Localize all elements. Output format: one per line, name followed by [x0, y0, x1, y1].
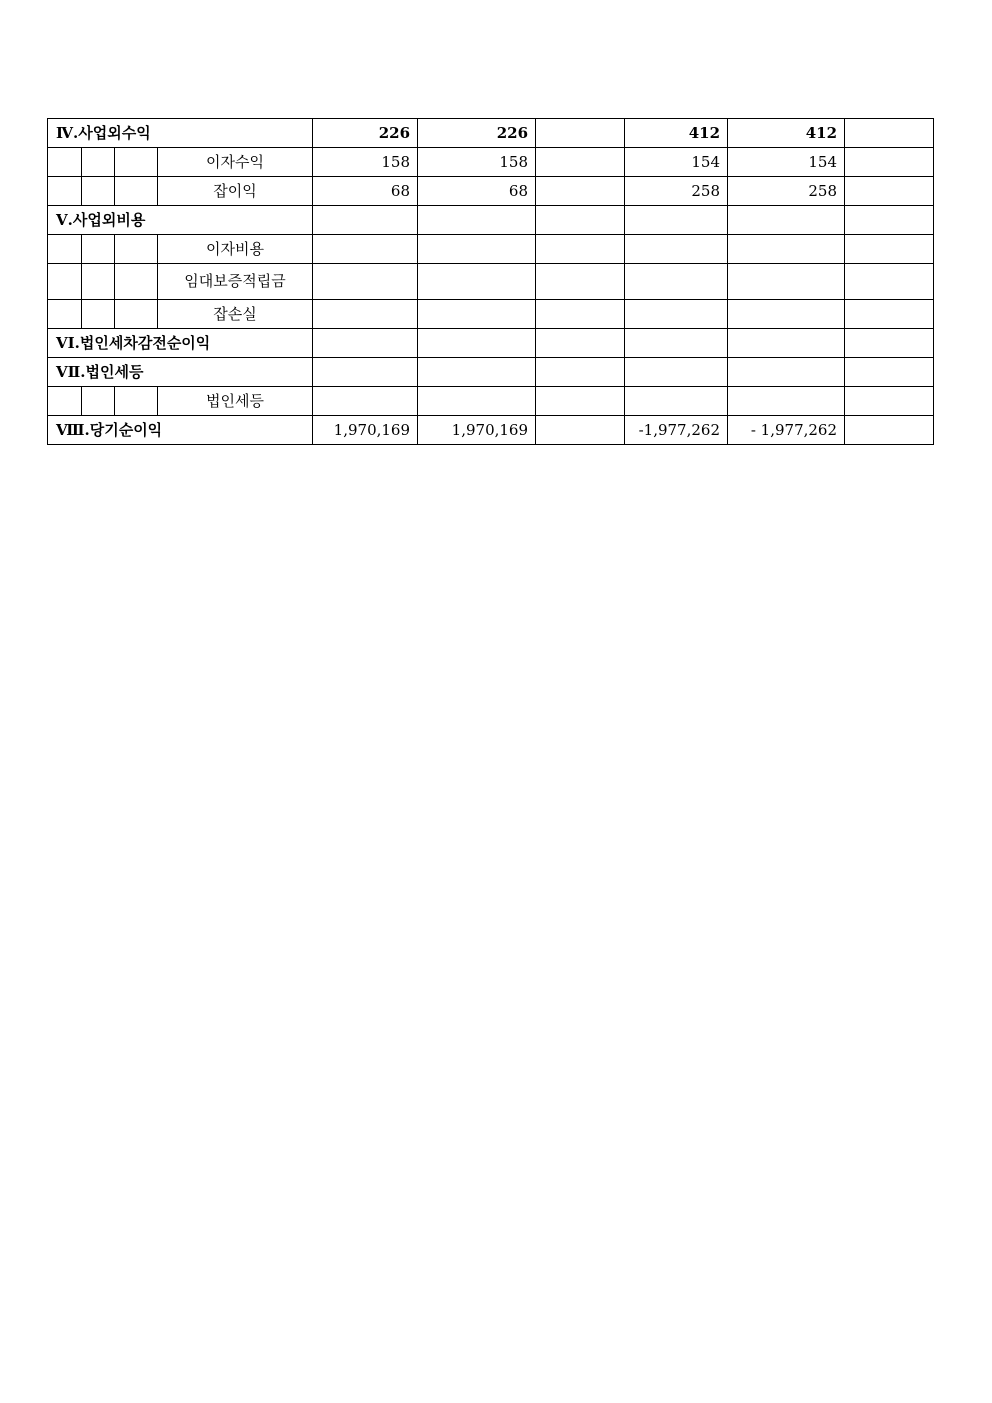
value-cell [845, 177, 934, 206]
indent-cell [115, 264, 158, 300]
value-cell: 226 [313, 119, 418, 148]
indent-cell [115, 177, 158, 206]
indent-cell [82, 264, 115, 300]
table-row [48, 329, 934, 358]
indent-cell [82, 300, 115, 329]
value-cell: 1,970,169 [418, 416, 536, 445]
table-row [48, 416, 934, 445]
value-cell: 158 [418, 148, 536, 177]
table-row [48, 235, 934, 264]
value-cell [728, 300, 845, 329]
item-label: 이자비용 [158, 235, 313, 264]
indent-cell [82, 235, 115, 264]
value-cell [625, 329, 728, 358]
value-cell [536, 329, 625, 358]
value-cell: 154 [728, 148, 845, 177]
value-cell [845, 235, 934, 264]
indent-cell [48, 148, 82, 177]
table-row [48, 300, 934, 329]
indent-cell [115, 387, 158, 416]
value-cell [845, 264, 934, 300]
table-row [48, 177, 934, 206]
value-cell: 68 [418, 177, 536, 206]
value-cell: 258 [625, 177, 728, 206]
value-cell: - 1,977,262 [728, 416, 845, 445]
indent-cell [48, 264, 82, 300]
value-cell [313, 264, 418, 300]
income-statement-table [47, 118, 934, 445]
value-cell [536, 119, 625, 148]
value-cell [728, 358, 845, 387]
value-cell: 258 [728, 177, 845, 206]
value-cell [728, 264, 845, 300]
value-cell [845, 358, 934, 387]
value-cell [418, 358, 536, 387]
value-cell [418, 300, 536, 329]
item-label: 잡손실 [158, 300, 313, 329]
indent-cell [48, 235, 82, 264]
table-row [48, 358, 934, 387]
value-cell: 1,970,169 [313, 416, 418, 445]
value-cell: 226 [418, 119, 536, 148]
item-label: 잡이익 [158, 177, 313, 206]
value-cell [418, 387, 536, 416]
section-label: Ⅴ.사업외비용 [48, 206, 313, 235]
indent-cell [82, 387, 115, 416]
value-cell [728, 387, 845, 416]
value-cell [418, 264, 536, 300]
table-row [48, 387, 934, 416]
indent-cell [115, 300, 158, 329]
indent-cell [115, 235, 158, 264]
indent-cell [82, 148, 115, 177]
value-cell [313, 329, 418, 358]
value-cell [313, 387, 418, 416]
value-cell [536, 206, 625, 235]
value-cell [536, 148, 625, 177]
value-cell [625, 264, 728, 300]
value-cell [845, 387, 934, 416]
section-label: ⅤⅡ.법인세등 [48, 358, 313, 387]
value-cell [536, 235, 625, 264]
value-cell [536, 416, 625, 445]
value-cell [536, 358, 625, 387]
value-cell [313, 206, 418, 235]
value-cell [313, 358, 418, 387]
table-row [48, 148, 934, 177]
value-cell [728, 235, 845, 264]
value-cell [728, 329, 845, 358]
value-cell [313, 300, 418, 329]
value-cell: 412 [728, 119, 845, 148]
value-cell: 68 [313, 177, 418, 206]
value-cell [418, 206, 536, 235]
table-row [48, 264, 934, 300]
value-cell [845, 119, 934, 148]
value-cell [625, 358, 728, 387]
value-cell [418, 329, 536, 358]
value-cell: -1,977,262 [625, 416, 728, 445]
value-cell [625, 206, 728, 235]
value-cell [536, 177, 625, 206]
table-row [48, 206, 934, 235]
value-cell [536, 264, 625, 300]
value-cell [625, 387, 728, 416]
value-cell [845, 206, 934, 235]
value-cell [845, 148, 934, 177]
item-label: 임대보증적립금 [158, 264, 313, 300]
value-cell: 154 [625, 148, 728, 177]
value-cell [313, 235, 418, 264]
value-cell: 412 [625, 119, 728, 148]
value-cell [845, 300, 934, 329]
value-cell [845, 416, 934, 445]
indent-cell [48, 387, 82, 416]
indent-cell [82, 177, 115, 206]
table-body [48, 119, 934, 445]
value-cell [536, 300, 625, 329]
indent-cell [115, 148, 158, 177]
section-label: ⅤⅠ.법인세차감전순이익 [48, 329, 313, 358]
table-row [48, 119, 934, 148]
value-cell: 158 [313, 148, 418, 177]
indent-cell [48, 177, 82, 206]
value-cell [845, 329, 934, 358]
value-cell [625, 300, 728, 329]
section-label: Ⅳ.사업외수익 [48, 119, 313, 148]
indent-cell [48, 300, 82, 329]
value-cell [418, 235, 536, 264]
item-label: 이자수익 [158, 148, 313, 177]
item-label: 법인세등 [158, 387, 313, 416]
value-cell [536, 387, 625, 416]
value-cell [625, 235, 728, 264]
section-label: Ⅷ.당기순이익 [48, 416, 313, 445]
value-cell [728, 206, 845, 235]
